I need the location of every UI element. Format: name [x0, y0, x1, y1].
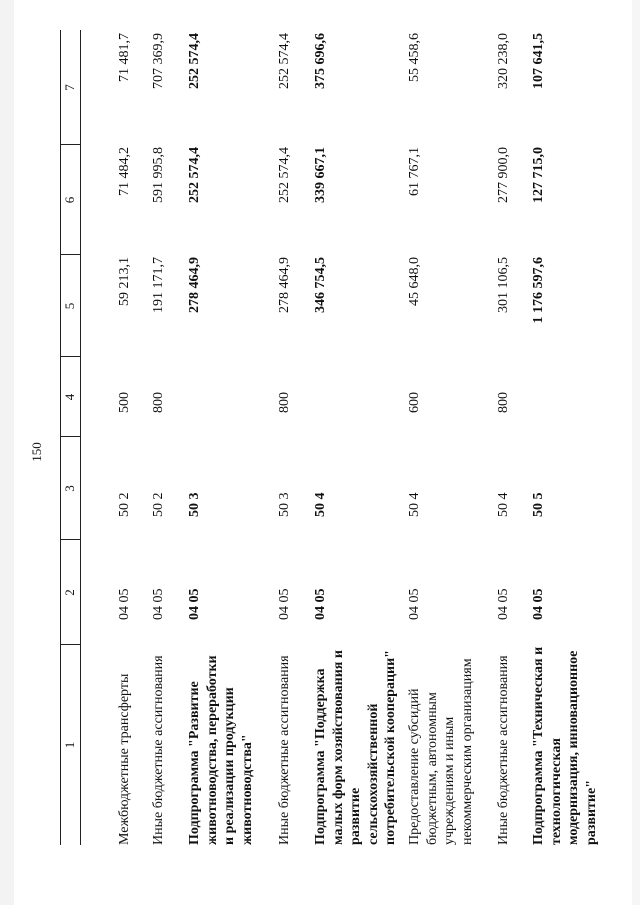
- header-col-6: 6: [62, 196, 77, 204]
- budget-table: [60, 30, 640, 845]
- row-rz: 04 05: [313, 588, 328, 620]
- row-col7: 71 481,7: [117, 33, 132, 82]
- row-col7: 320 238,0: [496, 33, 511, 89]
- row-csr: 50 5: [531, 492, 546, 517]
- row-vr: 800: [277, 392, 292, 413]
- row-name: Иные бюджетные ассигнования: [151, 655, 166, 845]
- header-col-7: 7: [62, 84, 77, 91]
- row-col7: 107 641,5: [531, 33, 546, 89]
- header-bottom-line: [80, 30, 81, 845]
- row-col7: 252 574,4: [277, 33, 292, 89]
- header-col-4: 4: [62, 393, 77, 401]
- row-vr: 500: [117, 392, 132, 413]
- scan-edge-left: [0, 0, 14, 905]
- row-col7: 252 574,4: [187, 33, 202, 89]
- row-vr: 800: [151, 392, 166, 413]
- row-csr: 50 3: [277, 492, 292, 517]
- header-col-3: 3: [62, 485, 77, 492]
- row-rz: 04 05: [531, 588, 546, 620]
- row-col5: 191 171,7: [151, 257, 166, 313]
- row-csr: 50 3: [187, 492, 202, 517]
- subprogram-name: Подпрограмма "Развитие животноводства, переработки и реализации продукции животноводства": [187, 655, 255, 845]
- row-rz: 04 05: [151, 588, 166, 620]
- row-col5: 278 464,9: [187, 257, 202, 313]
- row-rz: 04 05: [117, 588, 132, 620]
- row-col6: 591 995,8: [151, 147, 166, 203]
- row-col7: 55 458,6: [407, 33, 422, 82]
- row-vr: 600: [407, 392, 422, 413]
- row-name: Межбюджетные трансферты: [117, 673, 132, 845]
- row-col7: 375 696,6: [313, 33, 328, 89]
- row-csr: 50 2: [151, 492, 166, 517]
- header-col-5: 5: [62, 302, 77, 310]
- row-col6: 71 484,2: [117, 147, 132, 196]
- row-csr: 50 2: [117, 492, 132, 517]
- row-col5: 59 213,1: [117, 257, 132, 306]
- row-col5: 278 464,9: [277, 257, 292, 313]
- row-csr: 50 4: [407, 492, 422, 517]
- row-col6: 277 900,0: [496, 147, 511, 203]
- row-col6: 339 667,1: [313, 147, 328, 203]
- row-vr: 800: [496, 392, 511, 413]
- row-col5: 346 754,5: [313, 257, 328, 313]
- row-col6: 252 574,4: [277, 147, 292, 203]
- header-col-2: 2: [62, 589, 77, 596]
- subprogram-name: Подпрограмма "Поддержка малых форм хозяйствования и развитие сельскохозяйственной потребительской кооперации": [313, 650, 398, 845]
- row-col6: 127 715,0: [531, 147, 546, 203]
- row-csr: 50 4: [496, 492, 511, 517]
- header-col-1: 1: [62, 741, 77, 749]
- row-col7: 707 369,9: [151, 33, 166, 89]
- page-number: 150: [29, 442, 44, 462]
- row-col6: 61 767,1: [407, 147, 422, 196]
- row-col5: 45 648,0: [407, 257, 422, 306]
- row-name: Предоставление субсидий бюджетным, автономным учреждениям и иным некоммерческим организациям: [407, 658, 475, 845]
- row-rz: 04 05: [496, 588, 511, 620]
- row-col6: 252 574,4: [187, 147, 202, 203]
- row-col5: 1 176 597,6: [531, 257, 546, 324]
- row-rz: 04 05: [277, 588, 292, 620]
- row-rz: 04 05: [407, 588, 422, 620]
- row-csr: 50 4: [313, 492, 328, 517]
- row-name: Иные бюджетные ассигнования: [496, 655, 511, 845]
- row-col5: 301 106,5: [496, 257, 511, 313]
- row-rz: 04 05: [187, 588, 202, 620]
- row-name: Иные бюджетные ассигнования: [277, 655, 292, 845]
- subprogram-name: Подпрограмма "Техническая и технологическая модернизация, инновационное развитие": [531, 646, 599, 845]
